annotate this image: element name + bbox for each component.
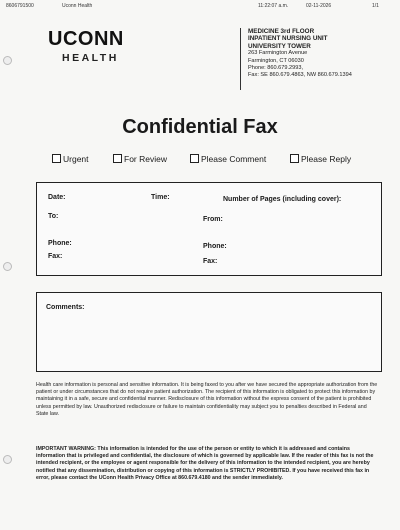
checkbox-urgent[interactable] bbox=[52, 154, 89, 164]
pages-label: Number of Pages (including cover): bbox=[223, 196, 342, 203]
checkbox-please-reply[interactable] bbox=[290, 154, 351, 164]
checkbox-label: For Review bbox=[124, 154, 167, 164]
checkbox-label: Urgent bbox=[63, 154, 89, 164]
punch-hole-icon bbox=[3, 56, 12, 65]
address-line: MEDICINE 3rd FLOOR bbox=[248, 28, 315, 35]
from-label: From: bbox=[203, 216, 223, 223]
fax-label-recipient: Fax: bbox=[48, 253, 63, 260]
address-line: UNIVERSITY TOWER bbox=[248, 42, 311, 50]
punch-hole-icon bbox=[3, 455, 12, 464]
phone-label-sender: Phone: bbox=[203, 243, 227, 250]
fax-header-page: 1/1 bbox=[372, 3, 379, 9]
checkbox-label: Please Reply bbox=[301, 154, 352, 164]
fax-header-timestamp: 11:22:07 a.m. bbox=[258, 3, 289, 9]
address-block bbox=[240, 28, 378, 90]
logo-wordmark: UCONN bbox=[48, 28, 124, 50]
punch-hole-icon bbox=[3, 262, 12, 271]
checkbox-icon[interactable] bbox=[290, 154, 299, 163]
to-label: To: bbox=[48, 213, 59, 220]
checkbox-label: Please Comment bbox=[201, 154, 267, 164]
important-warning: IMPORTANT WARNING: This information is intended for the use of the person or entity to which it is addressed and contains information that is privileged and confidential, the disclosure of which is governed by applicable law. If the reader of this fax is not the intended recipient, or the employee or agent responsible for the delivery of this information to the intended recipient, you are hereby notified that any dissemination, distribution or copying of this information is STRICTLY PROHIBITED. If you have received this fax in error, please contact the UConn Health Privacy Office at 860.679.4180 and the sender immediately. bbox=[36, 446, 374, 481]
checkbox-please-comment[interactable] bbox=[190, 154, 266, 164]
checkbox-icon[interactable] bbox=[190, 154, 199, 163]
confidentiality-notice: Health care information is personal and sensitive information. It is being faxed to you after we have secured the appropriate authorization from the patient or under circumstances that do not require patient authorization. The recipient of this information is obligated to protect this information by maintaining it in a safe, secure and confidential manner. Redisclosure of this information without the express consent of the patient is prohibited unless permitted by law. Unauthorized redisclosure or failure to maintain confidentiality may subject you to penalties described in Federal and State law. bbox=[36, 382, 378, 417]
address-line: Fax: SE 860.679.4863, NW 860.679.1394 bbox=[248, 72, 352, 79]
time-label: Time: bbox=[151, 194, 170, 201]
address-line: Phone: 860.679.2993, bbox=[248, 65, 304, 72]
fax-header-number: 8606791500 bbox=[6, 3, 34, 9]
fax-header-sender: Uconn Health bbox=[62, 3, 93, 9]
comments-label: Comments: bbox=[46, 304, 85, 311]
comments-box[interactable] bbox=[36, 292, 382, 372]
fax-info-box bbox=[36, 182, 382, 276]
address-line: Farmington, CT 06030 bbox=[248, 57, 304, 64]
phone-label-recipient: Phone: bbox=[48, 240, 72, 247]
fax-header-date: 02-11-2026 bbox=[306, 3, 332, 9]
checkbox-for-review[interactable] bbox=[113, 154, 167, 164]
fax-label-sender: Fax: bbox=[203, 258, 218, 265]
checkbox-icon[interactable] bbox=[113, 154, 122, 163]
logo-subtitle: HEALTH bbox=[62, 52, 119, 64]
date-label: Date: bbox=[48, 194, 66, 201]
address-line: 263 Farmington Avenue bbox=[248, 50, 308, 57]
page-title: Confidential Fax bbox=[122, 116, 278, 138]
address-line: INPATIENT NURSING UNIT bbox=[248, 35, 328, 43]
checkbox-icon[interactable] bbox=[52, 154, 61, 163]
